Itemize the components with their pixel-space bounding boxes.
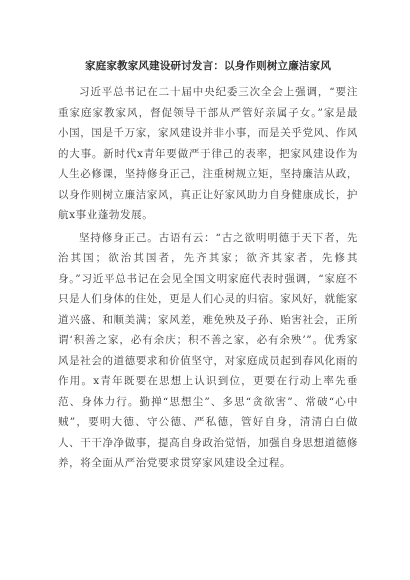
document-title: 家庭家教家风建设研讨发言：以身作则树立廉洁家风 — [84, 60, 332, 72]
paragraph-self-cultivation: 坚持修身正己。古语有云：“古之欲明明德于天下者，先治其国；欲治其国者，先齐其家；欲齐其家者，先修其身。”习近平总书记在会见全国文明家庭代表时强调，“家庭不只是人们身体的住处，更是人们心灵的归宿。家风好，就能家道兴盛、和顺美满；家风差，难免殃及子孙、贻害社会，正所谓‘积善之家，必有余庆；积不善之家，必有余殃’”。优秀家风是社会的道德要求和价值坚守，对家庭成员起到春风化雨的作用。x青年既要在思想上认识到位，更要在行动上率先垂范、身体力行。勤掸“思想尘”、多思“贪欲害”、常破“心中贼”，要明大德、守公德、严私德，管好自身，清清白白做人、干干净净做事，提高自身政治觉悟，加强自身思想道德修养，将全面从严治党要求贯穿家风建设全过程。 — [58, 231, 358, 469]
paragraph-intro: 习近平总书记在二十届中央纪委三次全会上强调，“要注重家庭家教家风，督促领导干部从严管好亲属子女。”家是最小国，国是千万家，家风建设并非小事，而是关乎党风、作风的大事。新时代x青年要做严于律己的表率，把家风建设作为人生必修课，坚持修身正己，注重树规立矩，坚持廉洁从政，以身作则树立廉洁家风，真正让好家风助力自身健康成长，护航x事业蓬勃发展。 — [58, 86, 358, 221]
document-body — [58, 56, 358, 476]
